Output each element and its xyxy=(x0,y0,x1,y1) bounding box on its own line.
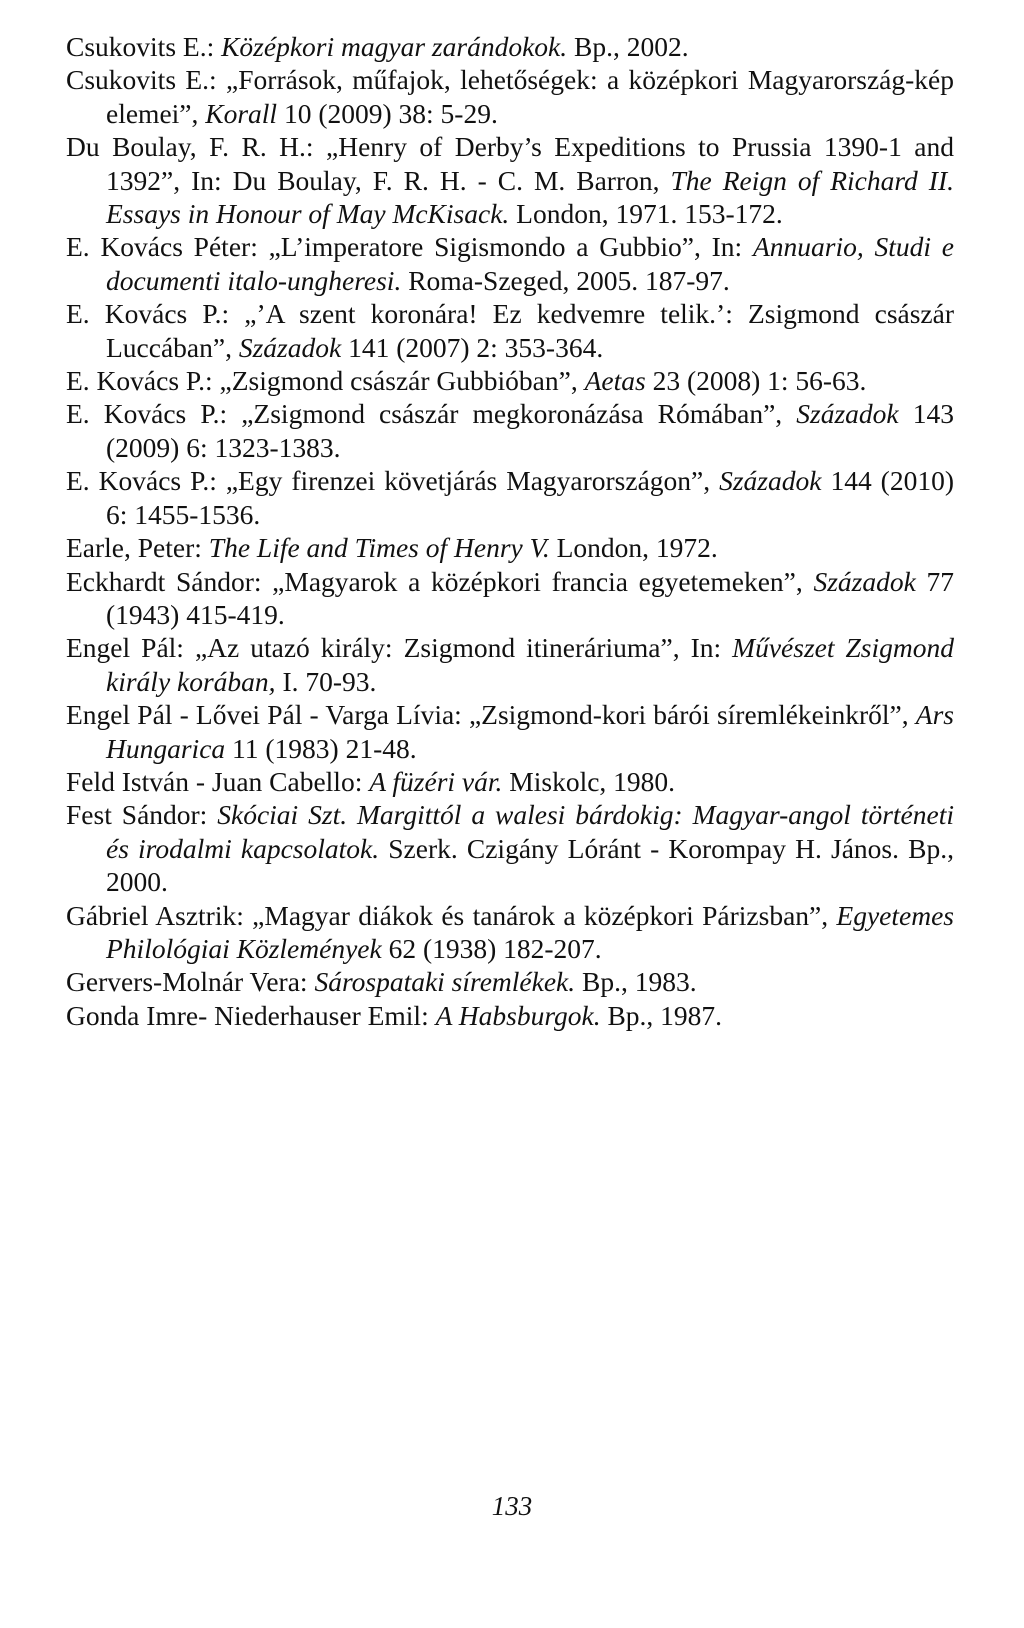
entry-text: E. Kovács P.: „Egy firenzei követjárás Magyarországon”, xyxy=(66,465,720,497)
entry-text: Engel Pál: „Az utazó király: Zsigmond itineráriuma”, In: xyxy=(66,632,733,664)
bibliography-entry xyxy=(66,531,954,564)
entry-text: Csukovits E.: xyxy=(66,31,222,62)
entry-title-italic: Aetas xyxy=(584,365,646,397)
entry-title-italic: Művészet Zsigmond király korában, xyxy=(106,632,954,697)
bibliography-entry xyxy=(66,631,954,698)
entry-text: Feld István - Juan Cabello: xyxy=(66,765,370,797)
entry-text: E. Kovács Péter: „L’imperatore Sigismondo a Gubbio”, In: xyxy=(66,231,753,263)
entry-text: 144 (2010) 6: 1455-1536. xyxy=(106,465,954,530)
entry-title-italic: Korall xyxy=(205,97,278,129)
entry-text: Fest Sándor: xyxy=(66,799,218,831)
entry-text: Earle, Peter: xyxy=(66,532,209,564)
bibliography-entry xyxy=(66,297,954,364)
entry-title-italic: Sárospataki síremlékek. xyxy=(314,966,576,998)
entry-title-italic: Középkori magyar zarándokok. xyxy=(221,31,568,62)
entry-title-italic: Századok xyxy=(813,565,916,597)
bibliography-entry xyxy=(66,464,954,531)
bibliography-entry xyxy=(66,765,954,798)
entry-title-italic: The Reign of Richard II. Essays in Honour of May McKisack. xyxy=(106,164,954,230)
bibliography-entry xyxy=(66,130,954,230)
entry-text: 141 (2007) 2: 353-364. xyxy=(341,331,604,363)
entry-title-italic: Annuario, Studi e documenti italo-ungheresi. xyxy=(106,231,954,296)
entry-title-italic: Ars Hungarica xyxy=(106,699,954,764)
entry-text: 23 (2008) 1: 56-63. xyxy=(645,365,867,397)
page-number-text: 133 xyxy=(491,1491,533,1521)
bibliography-entry xyxy=(66,965,954,998)
bibliography-entry xyxy=(66,230,954,297)
entry-text: 10 (2009) 38: 5-29. xyxy=(277,97,498,129)
entry-text: Gervers-Molnár Vera: xyxy=(66,966,315,998)
page-number xyxy=(0,1491,1024,1522)
entry-text: E. Kovács P.: „Zsigmond császár megkoronázása Rómában”, xyxy=(66,398,797,430)
entry-title-italic: The Life and Times of Henry V. xyxy=(208,532,550,564)
bibliography-entry xyxy=(66,364,954,397)
entry-text: E. Kovács P.: „Zsigmond császár Gubbióban”, xyxy=(66,365,585,397)
entry-title-italic: Skóciai Szt. Margittól a walesi bárdokig: Magyar-angol történeti és irodalmi kapcsolatok. xyxy=(106,799,955,864)
entry-text: Gábriel Asztrik: „Magyar diákok és tanárok a középkori Párizsban”, xyxy=(66,899,837,931)
entry-title-italic: A Habsburgok. xyxy=(435,999,601,1031)
entry-text: Csukovits E.: „Források, műfajok, lehetőségek: a középkori Magyarország-kép elemei”, xyxy=(66,64,954,129)
entry-text: 77 (1943) 415-419. xyxy=(106,565,954,630)
entry-text: Bp., 1983. xyxy=(575,966,697,998)
entry-text: I. 70-93. xyxy=(275,665,377,697)
entry-title-italic: Századok xyxy=(719,465,822,497)
entry-text: Eckhardt Sándor: „Magyarok a középkori francia egyetemeken”, xyxy=(66,565,814,597)
entry-text: 143 (2009) 6: 1323-1383. xyxy=(106,398,954,463)
bibliography-entry xyxy=(66,698,954,765)
bibliography-entry xyxy=(66,397,954,464)
entry-text: London, 1971. 153-172. xyxy=(509,198,783,230)
bibliography-entry xyxy=(66,565,954,632)
bibliography-entry xyxy=(66,999,954,1032)
entry-text: Roma-Szeged, 2005. 187-97. xyxy=(401,264,730,296)
entry-text: Engel Pál - Lővei Pál - Varga Lívia: „Zsigmond-kori bárói síremlékeinkről”, xyxy=(66,699,916,731)
entry-title-italic: Egyetemes Philológiai Közlemények xyxy=(106,899,954,964)
entry-text: Gonda Imre- Niederhauser Emil: xyxy=(66,999,436,1031)
bibliography-entry xyxy=(66,63,954,130)
entry-text: 62 (1938) 182-207. xyxy=(381,932,602,964)
entry-title-italic: Századok xyxy=(238,331,342,363)
bibliography-list xyxy=(66,30,954,1032)
entry-text: 11 (1983) 21-48. xyxy=(225,732,417,764)
entry-title-italic: Századok xyxy=(796,398,899,430)
bibliography-entry xyxy=(66,798,954,898)
entry-text: Bp., 1987. xyxy=(600,999,723,1031)
entry-text: E. Kovács P.: „’A szent koronára! Ez kedvemre telik.’: Zsigmond császár Luccában”, xyxy=(66,298,954,363)
entry-text: Bp., 2002. xyxy=(567,31,689,62)
bibliography-entry xyxy=(66,30,954,63)
entry-text: Miskolc, 1980. xyxy=(502,765,676,797)
entry-text: London, 1972. xyxy=(549,532,718,564)
bibliography-entry xyxy=(66,899,954,966)
entry-text: Du Boulay, F. R. H.: „Henry of Derby’s Expeditions to Prussia 1390-1 and 1392”, In: Du Boulay, F. R. H. - C. M. Barron, xyxy=(66,131,954,196)
entry-title-italic: A füzéri vár. xyxy=(369,765,503,797)
entry-text: Szerk. Czigány Lóránt - Korompay H. János. Bp., 2000. xyxy=(106,832,954,898)
